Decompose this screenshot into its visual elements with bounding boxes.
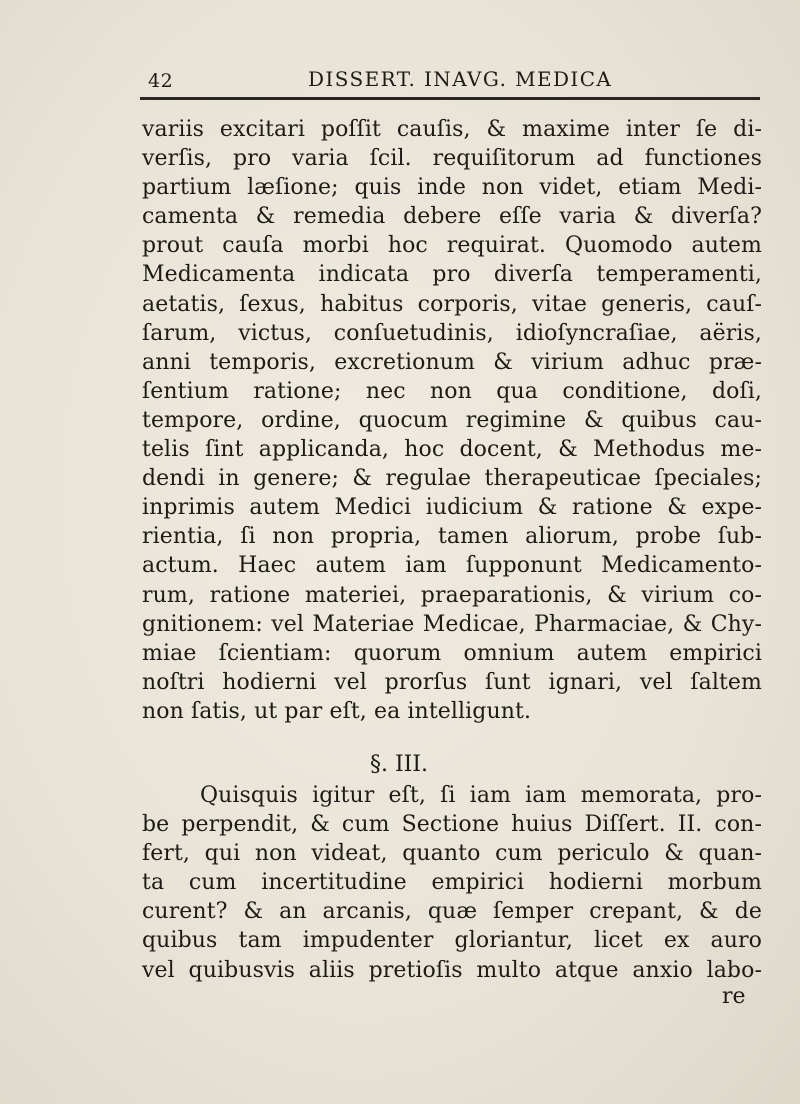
text-line: fert, qui non videat, quanto cum periculo & quan- — [142, 841, 762, 867]
text-line: inprimis autem Medici iudicium & ratione & expe- — [142, 495, 762, 521]
header-rule — [140, 97, 760, 100]
text-line: verſis, pro varia ſcil. requiſitorum ad functiones — [142, 146, 762, 172]
text-line: telis ſint applicanda, hoc docent, & Methodus me- — [142, 437, 762, 463]
text-line: curent? & an arcanis, quæ ſemper crepant, & de — [142, 899, 762, 925]
page-number: 42 — [148, 70, 174, 92]
text-line: rientia, ſi non propria, tamen aliorum, probe ſub- — [142, 524, 762, 550]
text-line: be perpendit, & cum Sectione huius Diſſert. II. con- — [142, 812, 762, 838]
text-line: Quisquis igitur eſt, ſi iam iam memorata, pro- — [200, 783, 762, 808]
text-line: Medicamenta indicata pro diverſa temperamenti, — [142, 262, 762, 288]
text-line: ta cum incertitudine empirici hodierni morbum — [142, 870, 762, 896]
text-line: aetatis, ſexus, habitus corporis, vitae generis, cauſ- — [142, 291, 762, 317]
text-line: ſentium ratione; nec non qua conditione, doſi, — [142, 378, 762, 404]
text-line: noſtri hodierni vel prorſus ſunt ignari, vel ſaltem — [142, 669, 762, 695]
catchword: re — [722, 984, 746, 1009]
section-heading: §. III. — [370, 752, 429, 777]
text-line: dendi in genere; & regulae therapeuticae ſpeciales; — [142, 466, 762, 492]
text-line: miae ſcientiam: quorum omnium autem empirici — [142, 640, 762, 666]
text-line: variis excitari poſſit cauſis, & maxime inter ſe di- — [142, 117, 762, 142]
paragraph-1 — [142, 115, 762, 726]
text-line: rum, ratione materiei, praeparationis, & virium co- — [142, 582, 762, 608]
page-header — [140, 64, 760, 94]
text-line: anni temporis, excretionum & virium adhuc præ- — [142, 349, 762, 375]
text-line-last: non ſatis, ut par eſt, ea intelligunt. — [142, 698, 532, 724]
text-line: quibus tam impudenter gloriantur, licet ex auro — [142, 928, 762, 954]
text-line: vel quibusvis aliis pretioſis multo atque anxio labo- — [142, 957, 762, 983]
text-line: prout cauſa morbi hoc requirat. Quomodo autem — [142, 233, 762, 259]
text-line: ſarum, victus, conſuetudinis, idioſyncraſiae, aëris, — [142, 320, 762, 346]
text-line: gnitionem: vel Materiae Medicae, Pharmaciae, & Chy- — [142, 611, 762, 637]
text-line: partium læſione; quis inde non videt, etiam Medi- — [142, 175, 762, 201]
paragraph-2 — [142, 781, 762, 985]
running-head: DISSERT. INAVG. MEDICA — [308, 67, 613, 91]
text-line: tempore, ordine, quocum regimine & quibus cau- — [142, 407, 762, 433]
text-line: actum. Haec autem iam ſupponunt Medicamento- — [142, 553, 762, 579]
text-line: camenta & remedia debere eſſe varia & diverſa? — [142, 204, 762, 230]
